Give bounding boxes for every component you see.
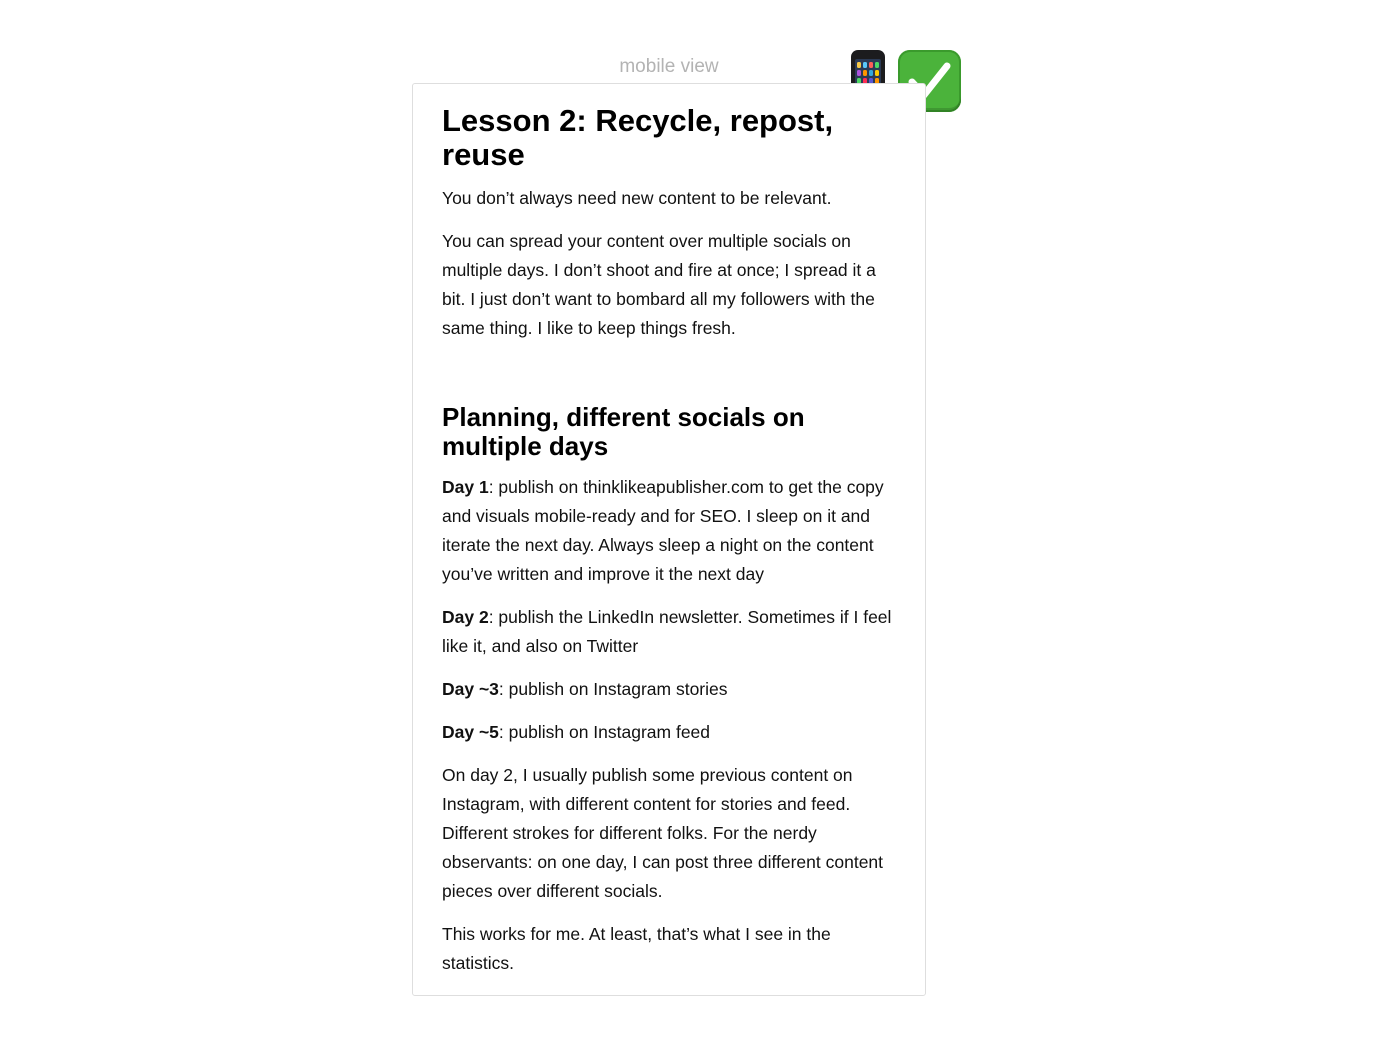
view-mode-label: mobile view <box>619 56 719 77</box>
article-paragraph: You can spread your content over multiple socials on multiple days. I don’t shoot and fire at once; I spread it a bit. I just don’t want to bombard all my followers with the same thing. I like to keep things fresh. <box>442 231 876 338</box>
day-label: Day ~5 <box>442 722 499 742</box>
day-item <box>442 603 896 661</box>
day-item <box>442 718 896 747</box>
day-item <box>442 675 896 704</box>
article-paragraph: On day 2, I usually publish some previous content on Instagram, with different content for stories and feed. Different strokes for different folks. For the nerdy observants: on one day, I can post three different content pieces over different socials. <box>442 765 884 901</box>
article-paragraph: This works for me. At least, that’s what I see in the statistics. <box>442 924 831 973</box>
day-label: Day 1 <box>442 477 489 497</box>
mobile-preview-card <box>412 83 926 996</box>
day-text: : publish the LinkedIn newsletter. Sometimes if I feel like it, and also on Twitter <box>442 607 892 656</box>
day-text: : publish on Instagram feed <box>498 722 711 742</box>
day-text: : publish on Instagram stories <box>498 679 728 699</box>
day-item <box>442 473 896 589</box>
day-label: Day 2 <box>442 607 489 627</box>
day-text: : publish on thinklikeapublisher.com to get the copy and visuals mobile-ready and for SEO. I sleep on it and iterate the next day. Always sleep a night on the content you’ve written and improve it the next day <box>442 477 884 584</box>
section-title: Planning, different socials on multiple days <box>442 402 805 461</box>
article-title: Lesson 2: Recycle, repost, reuse <box>442 103 834 172</box>
article-intro: You don’t always need new content to be relevant. <box>442 188 832 208</box>
day-label: Day ~3 <box>442 679 499 699</box>
